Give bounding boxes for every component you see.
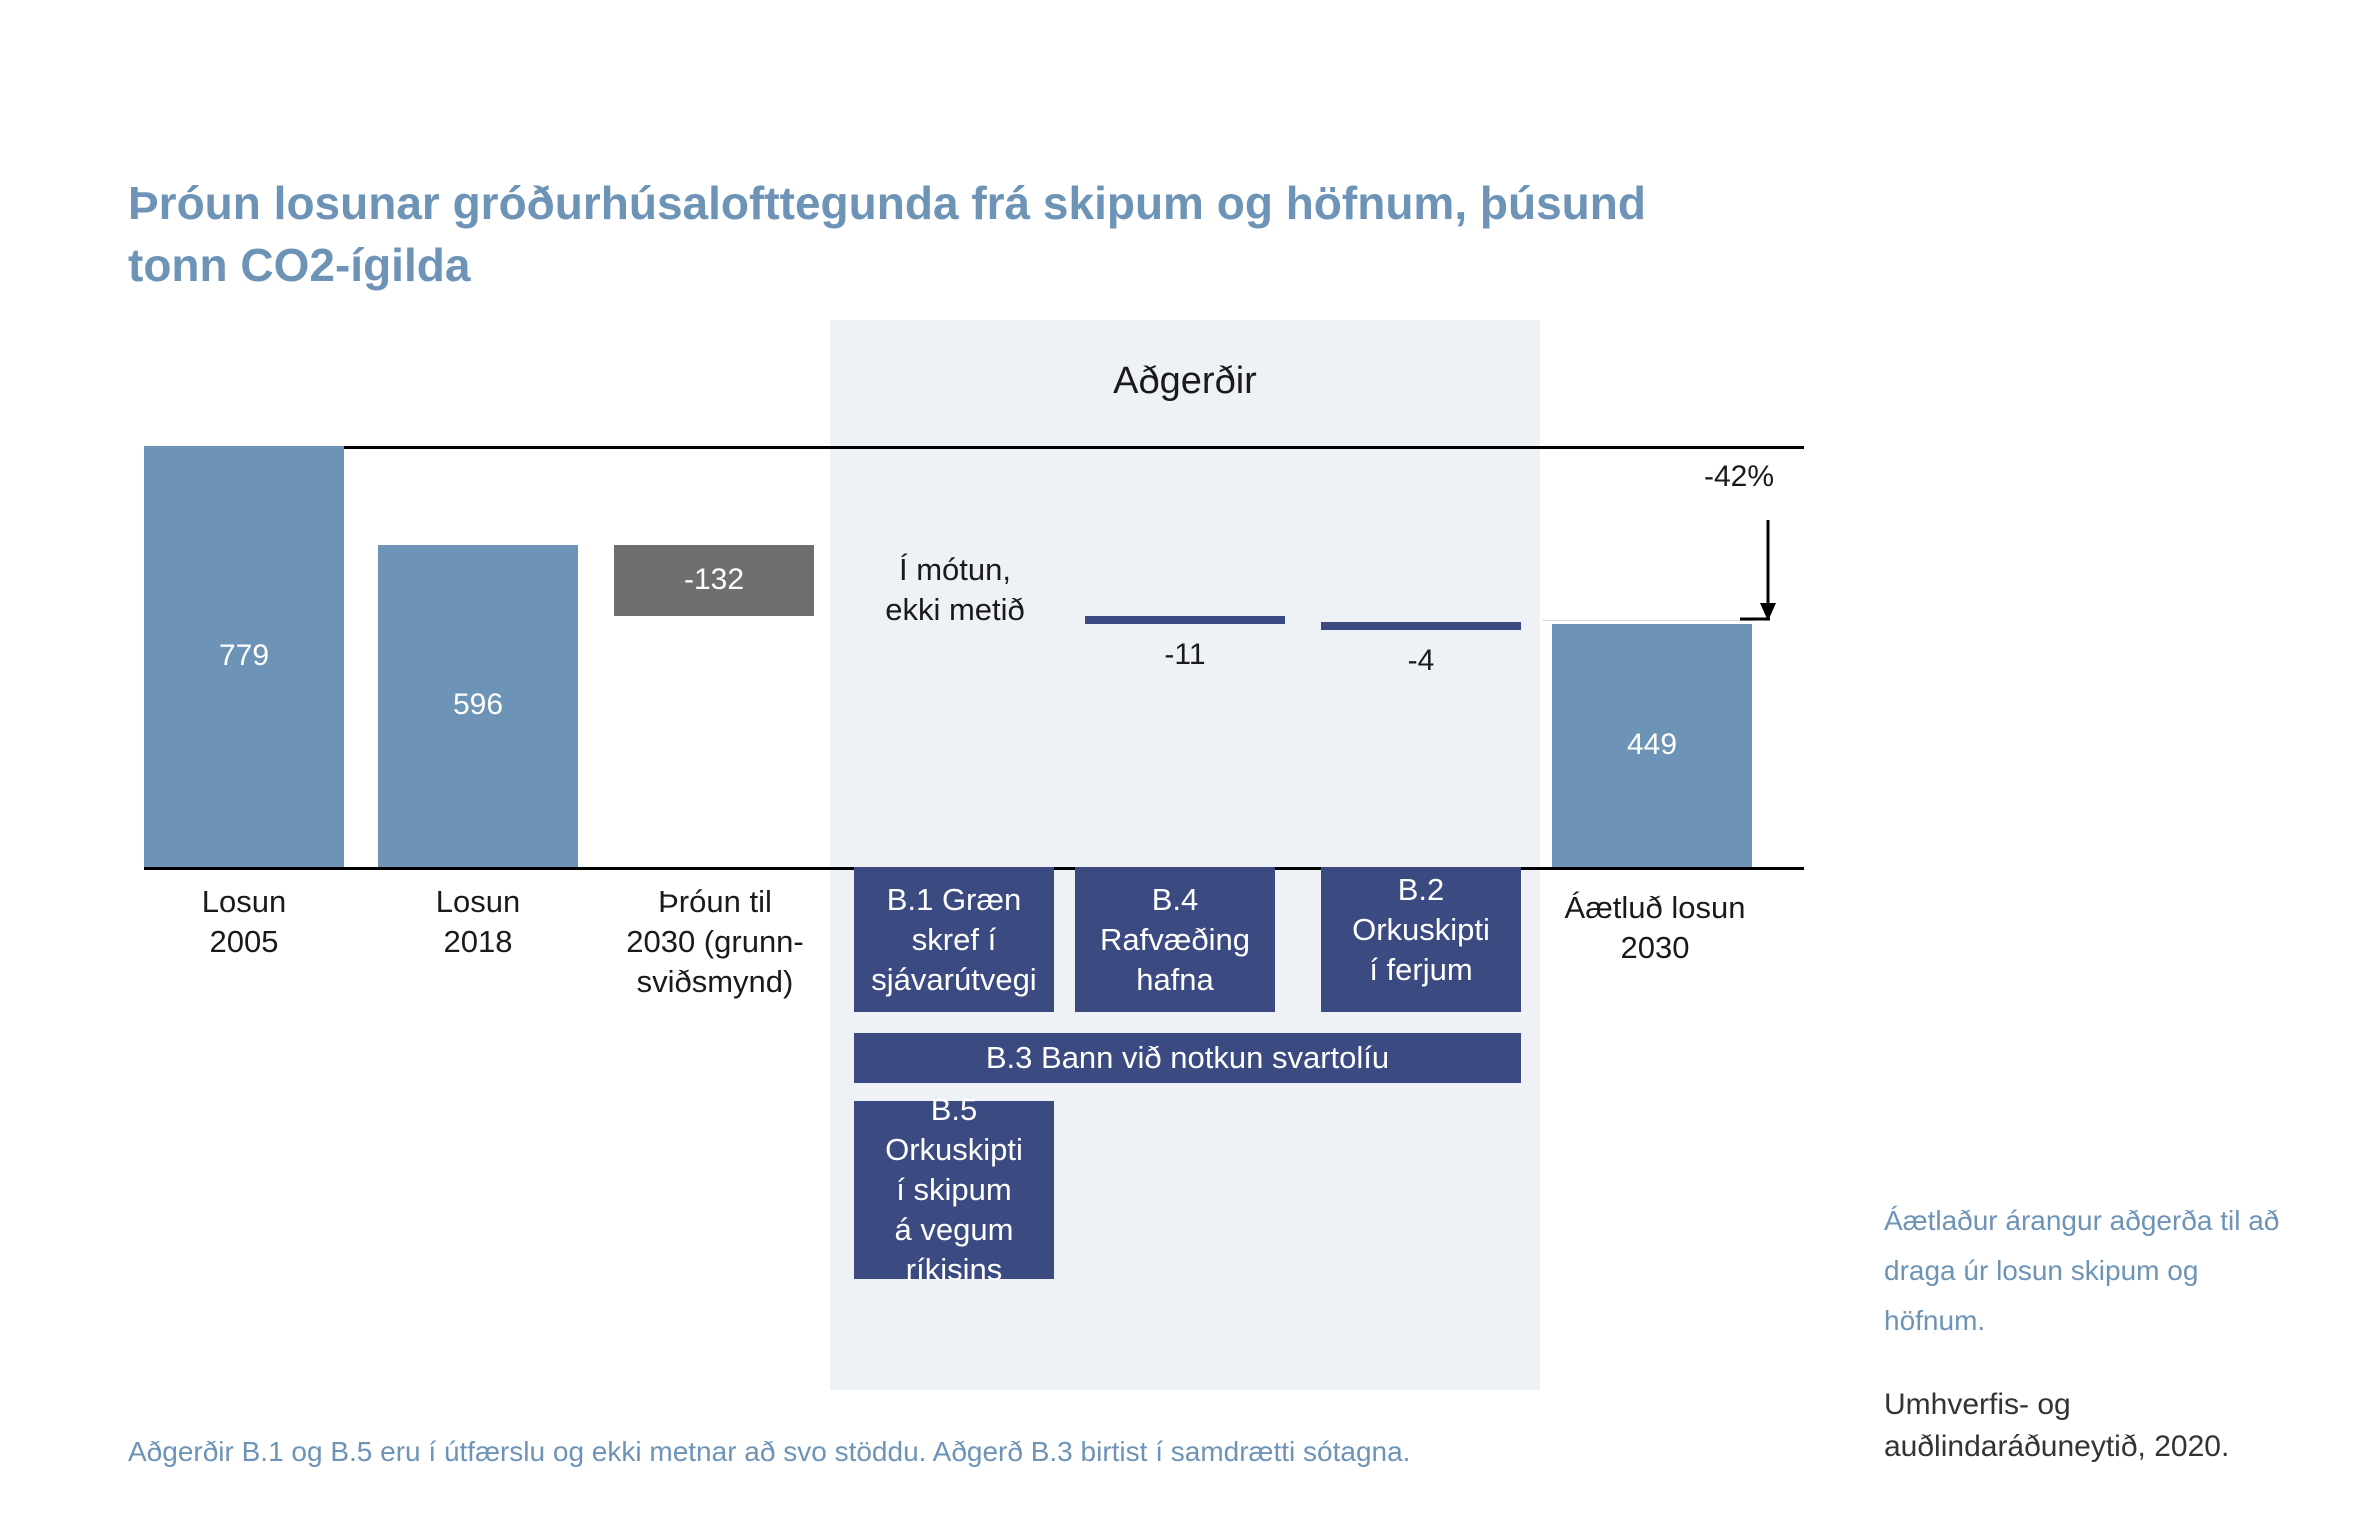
bar-value-label-7: 449 [1626, 727, 1678, 761]
category-label-line: 2005 [209, 924, 279, 959]
measure-line: B.5 Orkuskipti [885, 1092, 1023, 1167]
measure-line: skref í [911, 921, 997, 957]
measure-line: B.1 Græn [886, 881, 1022, 917]
measure-line: í ferjum [1369, 951, 1473, 987]
source-note: Umhverfis- og auðlindaráðuneytið, 2020. [1884, 1388, 2230, 1463]
measure-line: ríkisins [905, 1252, 1003, 1287]
top-reference-line [144, 446, 1804, 449]
chart-title-line-1: Þróun losunar gróðurhúsalofttegunda frá skipum og höfnum, þúsund [128, 177, 1646, 229]
category-label-throun [600, 882, 830, 1002]
measure-line: Rafvæðing [1100, 921, 1250, 957]
measures-panel-label: Aðgerðir [1113, 360, 1257, 402]
category-label-losun-2005 [144, 882, 344, 962]
result-connector-line [1542, 620, 1756, 621]
category-label-line: 2030 (grunn- [626, 924, 804, 959]
category-label-line: Losun [201, 884, 287, 919]
reduction-label: -42% [1703, 460, 1775, 493]
bar-value-label-1: 779 [218, 638, 270, 672]
measure-b5 [854, 1092, 1054, 1287]
measure-b2 [1321, 867, 1521, 1012]
category-label-line: Þróun til [658, 884, 772, 919]
bar-value-label-5: -11 [1164, 638, 1206, 672]
category-label-losun-2018 [378, 882, 578, 962]
measure-line: í skipum [896, 1172, 1012, 1207]
footnote: Aðgerðir B.1 og B.5 eru í útfærslu og ekki metnar að svo stöddu. Aðgerð B.3 birtist í samdrætti sótagna. [128, 1436, 1411, 1467]
measure-line: B.3 Bann við notkun svartolíu [985, 1040, 1390, 1075]
category-label-aaetlud-losun [1540, 888, 1770, 968]
reduction-arrow-icon [1740, 515, 1780, 625]
not-estimated-line-2: ekki metið [885, 592, 1025, 627]
measure-b4 [1075, 867, 1275, 1012]
category-label-line: 2018 [443, 924, 513, 959]
category-label-line: sviðsmynd) [636, 964, 794, 999]
category-label-line: Áætluð losun [1564, 890, 1746, 925]
bar-6 [1321, 622, 1521, 630]
measure-line: B.2 Orkuskipti [1352, 871, 1490, 947]
measure-line: B.4 [1151, 881, 1199, 917]
measure-b1 [854, 867, 1054, 1012]
measure-line: sjávarútvegi [871, 961, 1037, 997]
bar-value-label-6: -4 [1407, 644, 1435, 678]
side-note: Áætlaður árangur aðgerða til að draga úr losun skipum og höfnum. [1884, 1205, 2280, 1336]
bar-value-label-2: 596 [452, 687, 504, 721]
category-label-line: Losun [435, 884, 521, 919]
category-label-line: 2030 [1620, 930, 1690, 965]
not-estimated-note [850, 550, 1060, 630]
measure-line: hafna [1136, 961, 1214, 997]
not-estimated-line-1: Í mótun, [899, 552, 1011, 587]
bar-value-label-3: -132 [683, 562, 745, 596]
chart-title-line-2: tonn CO2-ígilda [128, 239, 471, 291]
measure-line: á vegum [894, 1212, 1014, 1247]
measure-b3 [854, 1033, 1521, 1083]
bar-5 [1085, 616, 1285, 624]
